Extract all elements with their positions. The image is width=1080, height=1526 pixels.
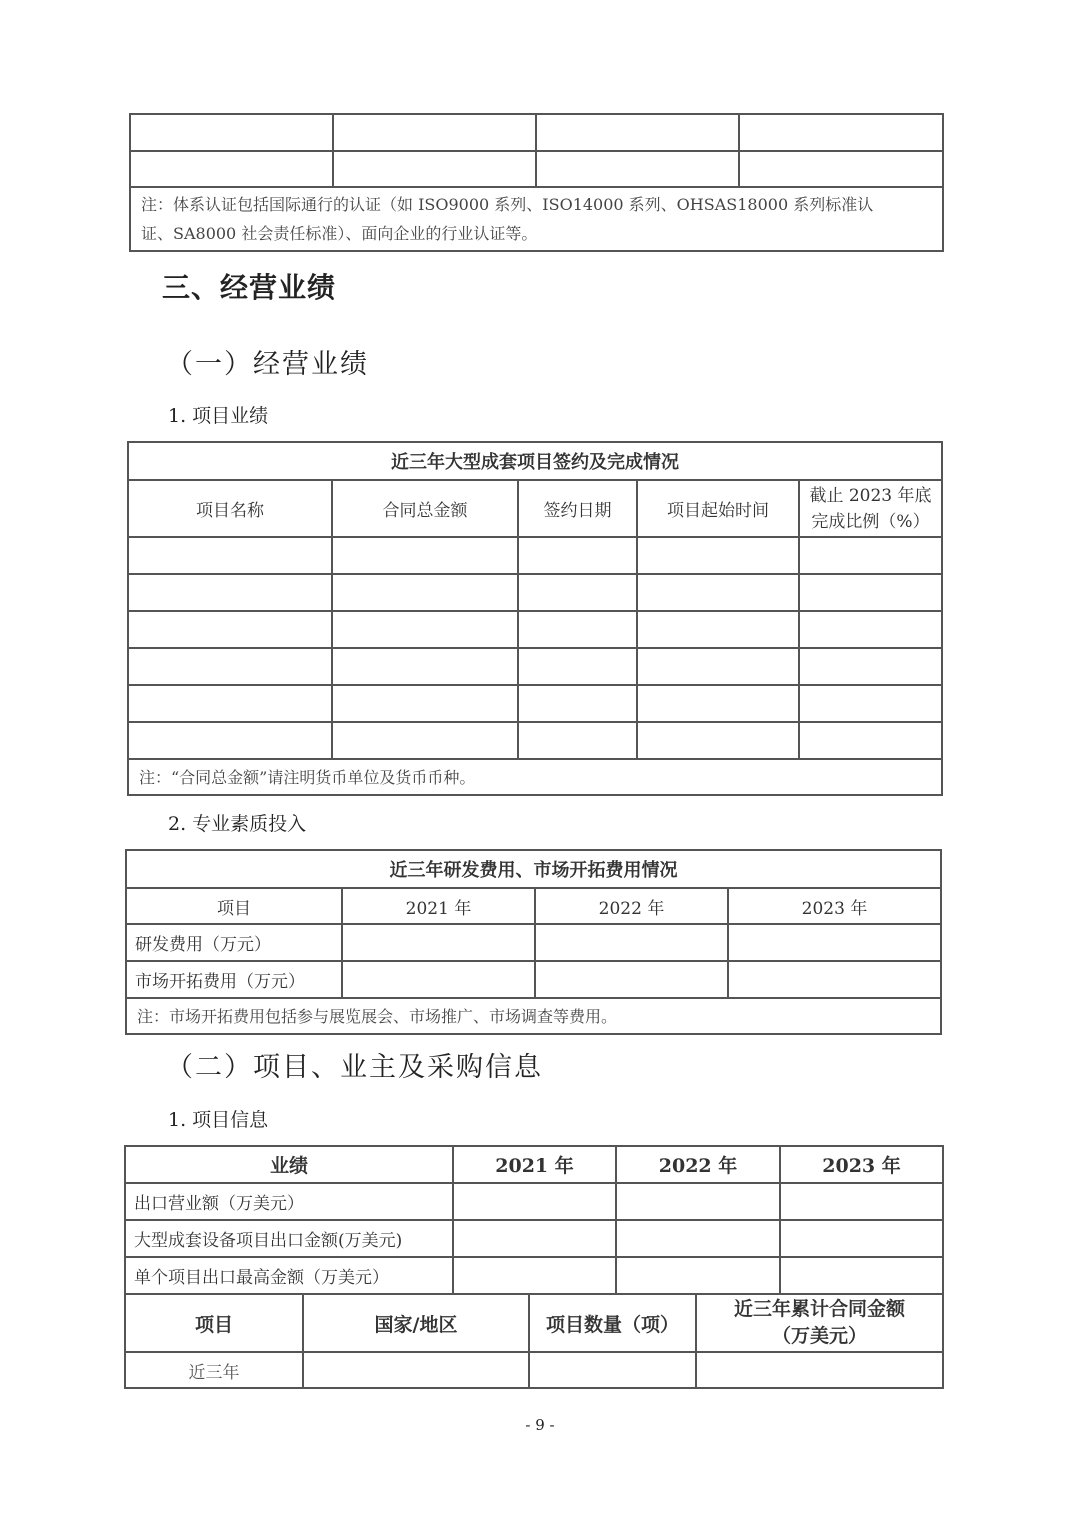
header-project: 项目 [125,1294,303,1352]
table-note: 注：“合同总金额”请注明货币单位及货币币种。 [128,759,942,795]
header-completion-line-1: 截止 2023 年底 [809,485,932,506]
note-line-2: 证、SA8000 社会责任标准）、面向企业的行业认证等。 [141,224,538,243]
header-2022: 2022 年 [616,1146,780,1183]
table-row [128,574,942,611]
table-cell [536,151,739,187]
item-heading: 1. 项目信息 [168,1109,269,1131]
table-cell [333,151,536,187]
header-item: 项目 [126,888,342,924]
header-2021: 2021 年 [453,1146,616,1183]
table-cell [333,114,536,151]
header-sign-date: 签约日期 [518,480,637,537]
table-row [128,537,942,574]
page-number: - 9 - [525,1416,555,1434]
section-heading: 三、经营业绩 [162,271,337,304]
table-row [125,1183,943,1220]
row-label-market: 市场开拓费用（万元） [126,961,342,998]
table-row [128,722,942,759]
table-row [125,1257,943,1294]
header-2021: 2021 年 [342,888,535,924]
table-cell [739,114,943,151]
table-cell [130,151,333,187]
table-row [125,1352,943,1388]
table-title: 近三年大型成套项目签约及完成情况 [128,442,942,480]
item-heading: 1. 项目业绩 [168,405,269,427]
table-row [128,648,942,685]
header-cumulative-amount [696,1294,943,1352]
header-completion-line-2: 完成比例（%） [811,511,930,532]
table-title: 近三年研发费用、市场开拓费用情况 [126,850,941,888]
certification-table [129,113,944,252]
row-label-max-single: 单个项目出口最高金额（万美元） [125,1257,453,1294]
header-2023: 2023 年 [728,888,941,924]
expense-table [125,849,942,1035]
table-note: 注：市场开拓费用包括参与展览展会、市场推广、市场调查等费用。 [126,998,941,1034]
row-label-rd: 研发费用（万元） [126,924,342,961]
header-2022: 2022 年 [535,888,728,924]
table-note [130,187,943,251]
header-cumulative-line-2: （万美元） [771,1325,867,1347]
header-country-region: 国家/地区 [303,1294,529,1352]
table-row [128,685,942,722]
project-info-table [124,1145,944,1295]
table-row [126,961,941,998]
subsection-heading: （二）项目、业主及采购信息 [166,1052,543,1083]
projects-table [127,441,943,796]
header-completion-ratio [799,480,942,537]
header-2023: 2023 年 [780,1146,943,1183]
row-label-last-three-years: 近三年 [125,1352,303,1388]
header-start-time: 项目起始时间 [637,480,799,537]
project-info-subtable [124,1293,944,1389]
header-project-name: 项目名称 [128,480,332,537]
subsection-heading: （一）经营业绩 [166,349,369,380]
row-label-export-revenue: 出口营业额（万美元） [125,1183,453,1220]
table-row [125,1220,943,1257]
table-row [126,924,941,961]
table-cell [536,114,739,151]
header-cumulative-line-1: 近三年累计合同金额 [733,1298,905,1320]
header-project-count: 项目数量（项） [529,1294,696,1352]
header-contract-amount: 合同总金额 [332,480,518,537]
table-cell [739,151,943,187]
item-heading: 2. 专业素质投入 [168,813,307,835]
header-performance: 业绩 [125,1146,453,1183]
row-label-large-equipment: 大型成套设备项目出口金额(万美元) [125,1220,453,1257]
note-line-1: 注：体系认证包括国际通行的认证（如 ISO9000 系列、ISO14000 系列、OHSAS18000 系列标准认 [141,195,874,214]
table-row [128,611,942,648]
table-cell [130,114,333,151]
